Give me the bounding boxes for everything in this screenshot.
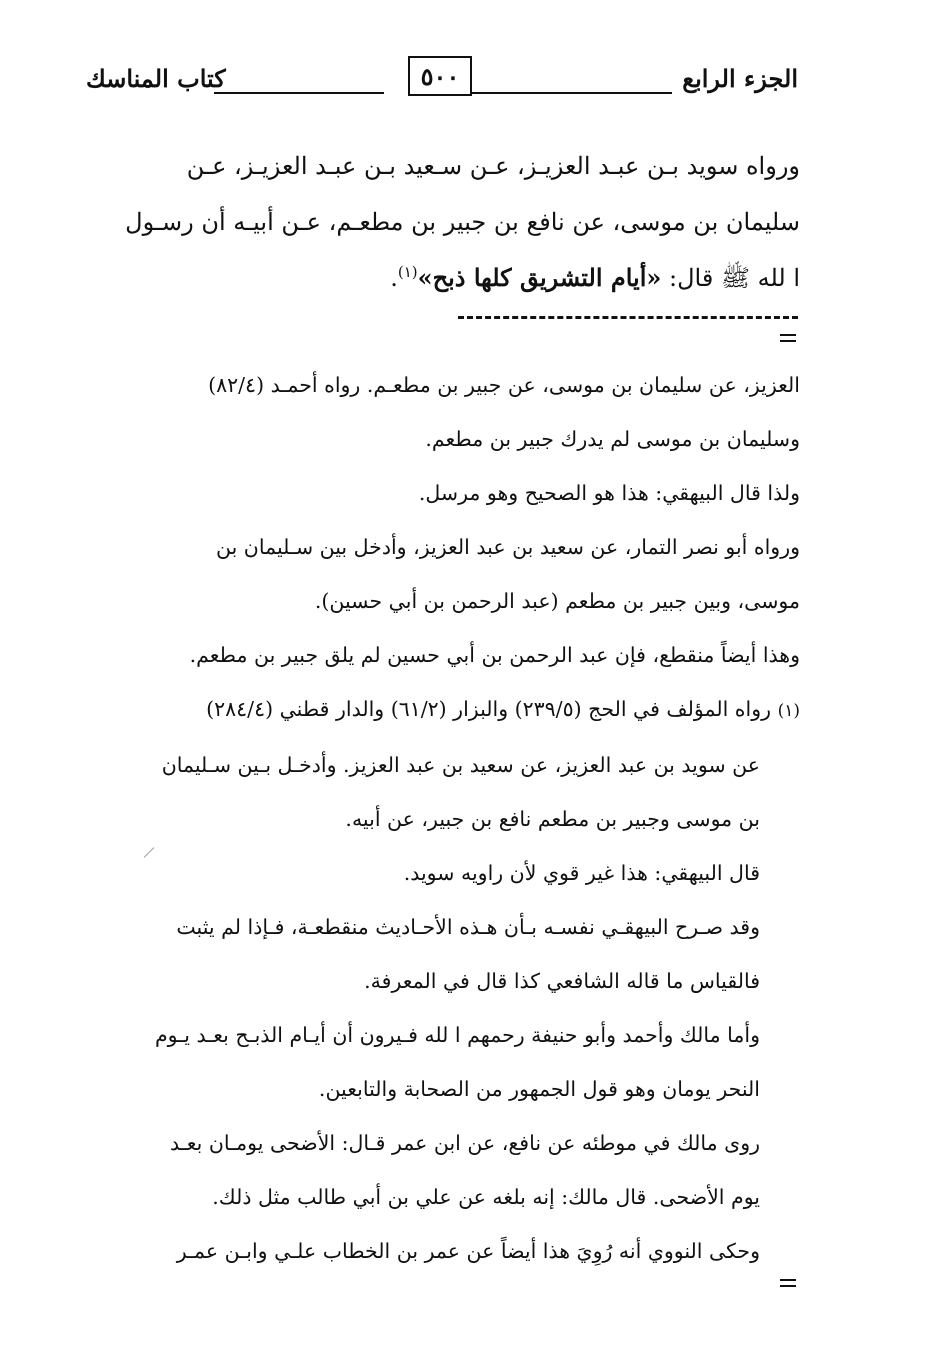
footnote-line: روى مالك في موطئه عن نافع، عن ابن عمر قـال: الأضحى يومـان بعـد [169,1131,760,1155]
footnote-reference: (١) [397,263,418,281]
footnotes [86,358,800,1278]
footnote-separator [458,316,798,319]
footnote-line: وقد صـرح البيهقـي نفسـه بـأن هـذه الأحـاديث منقطعـة، فـإذا لم يثبت [176,915,760,939]
footnote-line: وأما مالك وأحمد وأبو حنيفة رحمهم ا لله فـيرون أن أيـام الذبـح بعـد يـوم [154,1023,760,1047]
header-rule-left [214,92,384,94]
footnote-number: (١) [777,701,800,721]
page-number: ٥٠٠ [408,56,472,96]
footnote-line: يوم الأضحى. قال مالك: إنه بلغه عن علي بن أبي طالب مثل ذلك. [212,1185,760,1209]
main-line: ا لله ﷺ قال: [661,264,800,292]
footnote-line: فالقياس ما قاله الشافعي كذا قال في المعرفة. [364,969,760,993]
footnote-line: ورواه أبو نصر التمار، عن سعيد بن عبد العزيز، وأدخل بين سـليمان بن [215,535,800,559]
footnote-1 [86,682,800,738]
footnote-line: النحر يومان وهو قول الجمهور من الصحابة والتابعين. [318,1077,760,1101]
main-line: سليمان بن موسى، عن نافع بن جبير بن مطعـم، عـن أبيـه أن رسـول [125,208,800,236]
footnote-line: موسى، وبين جبير بن مطعم (عبد الرحمن بن أبي حسين). [314,589,800,613]
footnote-line: رواه المؤلف في الحج (٢٣٩/٥) والبزار (٦١/٢) والدار قطني (٢٨٤/٤) [206,697,772,721]
main-line-last [86,250,800,306]
header-rule-right [462,92,672,94]
sentence-end: . [390,264,398,292]
main-line: ورواه سويد بـن عبـد العزيـز، عـن سـعيد بـن عبـد العزيـز، عـن [186,152,800,180]
continuation-mark [780,1279,796,1287]
footnote-line: ولذا قال البيهقي: هذا هو الصحيح وهو مرسل. [418,481,800,505]
hadith-quote: «أيام التشريق كلها ذبح» [417,263,662,292]
footnote-line: وسليمان بن موسى لم يدرك جبير بن مطعم. [425,427,800,451]
footnote-line: قال البيهقي: هذا غير قوي لأن راويه سويد. [403,861,760,885]
continuation-mark [780,334,796,342]
main-text [86,138,800,306]
footnote-line: بن موسى وجبير بن مطعم نافع بن جبير، عن أبيه. [345,807,760,831]
footnote-line: عن سويد بن عبد العزيز، عن سعيد بن عبد العزيز. وأدخـل بـين سـليمان [161,753,760,777]
footnote-line: وحكى النووي أنه رُوِيَ هذا أيضاً عن عمر بن الخطاب علـي وابـن عمـر [176,1239,760,1263]
footnote-line: العزيز، عن سليمان بن موسى، عن جبير بن مطعـم. رواه أحمـد (٨٢/٤) [208,373,800,397]
footnote-line: وهذا أيضاً منقطع، فإن عبد الرحمن بن أبي حسين لم يلق جبير بن مطعم. [189,643,800,667]
book-title: كتاب المناسك [86,64,226,93]
volume-title: الجزء الرابع [682,64,798,93]
page-header [86,56,798,108]
